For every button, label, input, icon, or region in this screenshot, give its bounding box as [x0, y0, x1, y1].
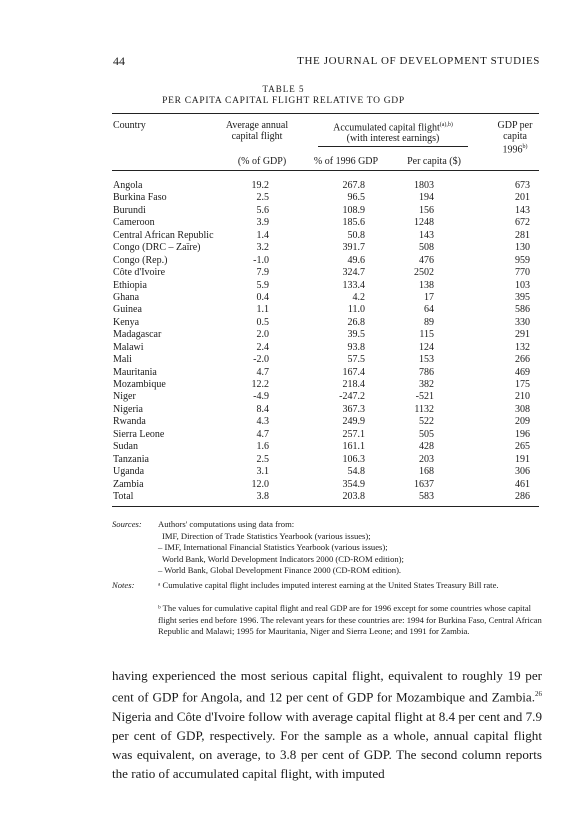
- sources-line1: Authors' computations using data from:: [158, 519, 295, 529]
- header-gdp-sup: b): [522, 144, 528, 150]
- cell-country: Mali: [113, 354, 132, 366]
- header-country: Country: [113, 120, 146, 131]
- cell-pct-of-gdp: 26.8: [347, 316, 365, 328]
- header-gdp-line1: GDP per: [497, 120, 533, 131]
- cell-gdp-per-capita: 143: [515, 204, 530, 216]
- cell-country: Madagascar: [113, 329, 162, 341]
- cell-avg-capital-flight: 1.4: [256, 229, 269, 241]
- table-top-rule: [112, 113, 539, 114]
- cell-avg-capital-flight: 3.1: [256, 466, 269, 478]
- cell-avg-capital-flight: 1.6: [256, 441, 269, 453]
- cell-per-capita: 168: [419, 466, 434, 478]
- cell-gdp-per-capita: 770: [515, 267, 530, 279]
- cell-gdp-per-capita: 130: [515, 242, 530, 254]
- cell-avg-capital-flight: 5.9: [256, 279, 269, 291]
- cell-avg-capital-flight: 19.2: [251, 180, 269, 191]
- cell-pct-of-gdp: 57.5: [347, 354, 365, 366]
- unit-pct-gdp: % of 1996 GDP: [313, 156, 379, 167]
- unit-avg: (% of GDP): [237, 156, 287, 167]
- table-row: [0, 466, 567, 478]
- cell-gdp-per-capita: 175: [515, 379, 530, 390]
- running-head: THE JOURNAL OF DEVELOPMENT STUDIES: [297, 55, 540, 67]
- cell-pct-of-gdp: 49.6: [347, 254, 365, 266]
- sources-line5: – World Bank, Global Development Finance 2000 (CD-ROM edition).: [158, 565, 402, 575]
- cell-pct-of-gdp: 354.9: [342, 478, 365, 490]
- cell-pct-of-gdp: 106.3: [342, 453, 365, 465]
- body-paragraph: [112, 666, 542, 784]
- cell-pct-of-gdp: -247.2: [339, 391, 365, 403]
- table-row: [0, 342, 567, 354]
- table-row: [0, 304, 567, 316]
- cell-pct-of-gdp: 267.8: [342, 180, 365, 191]
- cell-country: Nigeria: [113, 403, 143, 415]
- cell-country: Sudan: [113, 441, 138, 453]
- cell-country: Zambia: [113, 478, 144, 490]
- table-row: [0, 217, 567, 229]
- cell-avg-capital-flight: 12.0: [251, 478, 269, 490]
- cell-gdp-per-capita: 291: [515, 329, 530, 341]
- cell-per-capita: 153: [419, 354, 434, 366]
- table-row: [0, 180, 567, 192]
- cell-gdp-per-capita: 959: [515, 254, 530, 266]
- header-average-line2: capital flight: [231, 131, 283, 142]
- cell-pct-of-gdp: 108.9: [342, 204, 365, 216]
- cell-pct-of-gdp: 249.9: [342, 416, 365, 428]
- cell-country: Total: [113, 490, 134, 502]
- cell-avg-capital-flight: -4.9: [253, 391, 269, 403]
- sources-line3: – IMF, International Financial Statistics Yearbook (various issues);: [158, 542, 388, 552]
- table-row: [0, 479, 567, 491]
- table-bottom-rule: [112, 506, 539, 507]
- cell-avg-capital-flight: 1.1: [256, 304, 269, 316]
- cell-pct-of-gdp: 167.4: [342, 366, 365, 378]
- cell-avg-capital-flight: 3.2: [256, 242, 269, 254]
- table-row: [0, 416, 567, 428]
- cell-country: Guinea: [113, 304, 142, 316]
- cell-gdp-per-capita: 673: [515, 180, 530, 191]
- cell-country: Congo (DRC – Zaïre): [113, 242, 201, 254]
- cell-per-capita: 64: [424, 304, 434, 316]
- cell-country: Ghana: [113, 291, 140, 303]
- cell-gdp-per-capita: 196: [515, 428, 530, 440]
- cell-gdp-per-capita: 308: [515, 403, 530, 415]
- cell-per-capita: 522: [419, 416, 434, 428]
- cell-country: Cameroon: [113, 217, 155, 229]
- cell-per-capita: 476: [419, 254, 434, 266]
- cell-country: Uganda: [113, 466, 145, 478]
- table-row: [0, 454, 567, 466]
- header-average: [222, 120, 292, 142]
- cell-per-capita: 1248: [414, 217, 434, 229]
- cell-pct-of-gdp: 93.8: [347, 341, 365, 353]
- cell-avg-capital-flight: 4.3: [256, 416, 269, 428]
- table-row: [0, 292, 567, 304]
- table-row: [0, 379, 567, 391]
- cell-pct-of-gdp: 96.5: [347, 192, 365, 204]
- note-b: ᵇ The values for cumulative capital flight and real GDP are for 1996 except for some countries whose capital flight series end before 1996. The relevant years for these countries are: 1994 for Burkina Faso, Central African Republic and Malawi; 1995 for Mauritania, Niger and Sierra Leone; and 1991 for Zambia.: [158, 603, 542, 636]
- note-a: ᵃ Cumulative capital flight includes imputed interest earning at the United States Treasury Bill rate.: [158, 580, 499, 590]
- page-number: 44: [113, 54, 125, 68]
- cell-country: Central African Republic: [113, 229, 214, 241]
- cell-avg-capital-flight: 4.7: [256, 366, 269, 378]
- header-accumulated-sup: (a),b): [439, 122, 453, 128]
- cell-per-capita: 115: [419, 329, 434, 341]
- table-row: [0, 255, 567, 267]
- cell-gdp-per-capita: 281: [515, 229, 530, 241]
- cell-per-capita: 428: [419, 441, 434, 453]
- cell-gdp-per-capita: 395: [515, 291, 530, 303]
- cell-per-capita: 382: [419, 379, 434, 390]
- cell-per-capita: 138: [419, 279, 434, 291]
- table-row: [0, 280, 567, 292]
- cell-gdp-per-capita: 306: [515, 466, 530, 478]
- cell-pct-of-gdp: 391.7: [342, 242, 365, 254]
- body-text-part1: having experienced the most serious capital flight, equivalent to roughly 19 per cent of GDP for Angola, and 12 per cent of GDP for Mozambique and Zambia.: [112, 668, 542, 705]
- cell-pct-of-gdp: 39.5: [347, 329, 365, 341]
- cell-per-capita: 124: [419, 341, 434, 353]
- cell-per-capita: 583: [419, 490, 434, 502]
- cell-avg-capital-flight: 3.8: [256, 490, 269, 502]
- cell-country: Mozambique: [113, 379, 166, 390]
- cell-pct-of-gdp: 185.6: [342, 217, 365, 229]
- cell-avg-capital-flight: 2.4: [256, 341, 269, 353]
- cell-country: Burundi: [113, 204, 146, 216]
- cell-pct-of-gdp: 218.4: [342, 379, 365, 390]
- cell-per-capita: 1132: [414, 403, 434, 415]
- cell-avg-capital-flight: -1.0: [253, 254, 269, 266]
- body-text-part2: Nigeria and Côte d'Ivoire follow with average capital flight at 8.4 per cent and 7.9 per cent of GDP, respectively. For the sample as a whole, annual capital flight was equivalent, on average, to 3.8 per cent of GDP. The second column reports the ratio of accumulated capital flight, with imputed: [112, 708, 542, 782]
- cell-per-capita: -521: [415, 391, 434, 403]
- table-row: [0, 267, 567, 279]
- cell-country: Tanzania: [113, 453, 149, 465]
- cell-gdp-per-capita: 469: [515, 366, 530, 378]
- table-row: [0, 441, 567, 453]
- cell-gdp-per-capita: 132: [515, 341, 530, 353]
- table-row: [0, 242, 567, 254]
- header-bottom-rule: [112, 170, 539, 171]
- cell-country: Congo (Rep.): [113, 254, 168, 266]
- header-accumulated: [318, 120, 468, 144]
- cell-pct-of-gdp: 324.7: [342, 267, 365, 279]
- header-gdp-line2: capita: [503, 131, 527, 142]
- cell-country: Sierra Leone: [113, 428, 165, 440]
- accumulated-subrule: [318, 146, 468, 147]
- header-accumulated-line1: [318, 120, 468, 133]
- cell-gdp-per-capita: 209: [515, 416, 530, 428]
- cell-per-capita: 89: [424, 316, 434, 328]
- cell-avg-capital-flight: 0.4: [256, 291, 269, 303]
- cell-country: Niger: [113, 391, 136, 403]
- body-text: [112, 666, 542, 784]
- cell-per-capita: 505: [419, 428, 434, 440]
- footnote-ref: 26: [535, 690, 542, 699]
- cell-pct-of-gdp: 203.8: [342, 490, 365, 502]
- cell-avg-capital-flight: 12.2: [251, 379, 269, 390]
- cell-country: Malawi: [113, 341, 144, 353]
- cell-avg-capital-flight: -2.0: [253, 354, 269, 366]
- cell-avg-capital-flight: 2.5: [256, 453, 269, 465]
- cell-per-capita: 156: [419, 204, 434, 216]
- cell-per-capita: 17: [424, 291, 434, 303]
- sources-line4: World Bank, World Development Indicators 2000 (CD-ROM edition);: [162, 553, 404, 564]
- cell-country: Kenya: [113, 316, 140, 328]
- cell-avg-capital-flight: 8.4: [256, 403, 269, 415]
- cell-country: Ethiopia: [113, 279, 147, 291]
- sources-line2: IMF, Direction of Trade Statistics Yearbook (various issues);: [162, 530, 371, 541]
- table-row: [0, 317, 567, 329]
- cell-avg-capital-flight: 7.9: [256, 267, 269, 279]
- cell-avg-capital-flight: 4.7: [256, 428, 269, 440]
- table-row: [0, 491, 567, 503]
- header-gdp-line3: [490, 142, 540, 155]
- cell-country: Burkina Faso: [113, 192, 167, 204]
- unit-per-capita: Per capita ($): [407, 156, 461, 167]
- header-gdp-per-capita: [490, 120, 540, 155]
- cell-pct-of-gdp: 133.4: [342, 279, 365, 291]
- cell-gdp-per-capita: 201: [515, 192, 530, 204]
- cell-gdp-per-capita: 330: [515, 316, 530, 328]
- cell-avg-capital-flight: 2.5: [256, 192, 269, 204]
- cell-gdp-per-capita: 586: [515, 304, 530, 316]
- cell-country: Côte d'Ivoire: [113, 267, 166, 279]
- cell-pct-of-gdp: 50.8: [347, 229, 365, 241]
- table-row: [0, 429, 567, 441]
- cell-per-capita: 508: [419, 242, 434, 254]
- table-label: TABLE 5: [262, 84, 305, 94]
- table-title: PER CAPITA CAPITAL FLIGHT RELATIVE TO GDP: [162, 96, 405, 106]
- table-row: [0, 329, 567, 341]
- cell-per-capita: 2502: [414, 267, 434, 279]
- cell-gdp-per-capita: 191: [515, 453, 530, 465]
- cell-avg-capital-flight: 2.0: [256, 329, 269, 341]
- cell-per-capita: 786: [419, 366, 434, 378]
- cell-pct-of-gdp: 367.3: [342, 403, 365, 415]
- cell-country: Rwanda: [113, 416, 146, 428]
- table-row: [0, 367, 567, 379]
- table-body: [0, 180, 567, 503]
- cell-gdp-per-capita: 461: [515, 478, 530, 490]
- notes-label: Notes:: [112, 580, 135, 590]
- header-average-line1: Average annual: [225, 120, 289, 131]
- cell-per-capita: 203: [419, 453, 434, 465]
- table-row: [0, 192, 567, 204]
- sources-label: Sources:: [112, 519, 142, 529]
- table-row: [0, 230, 567, 242]
- table-row: [0, 205, 567, 217]
- cell-gdp-per-capita: 210: [515, 391, 530, 403]
- header-accumulated-text: Accumulated capital flight: [333, 122, 440, 134]
- cell-avg-capital-flight: 5.6: [256, 204, 269, 216]
- cell-per-capita: 1803: [414, 180, 434, 191]
- cell-gdp-per-capita: 103: [515, 279, 530, 291]
- table-row: [0, 404, 567, 416]
- cell-gdp-per-capita: 286: [515, 490, 530, 502]
- cell-gdp-per-capita: 672: [515, 217, 530, 229]
- cell-pct-of-gdp: 11.0: [347, 304, 365, 316]
- cell-avg-capital-flight: 0.5: [256, 316, 269, 328]
- table-row: [0, 354, 567, 366]
- cell-pct-of-gdp: 54.8: [347, 466, 365, 478]
- cell-per-capita: 1637: [414, 478, 434, 490]
- header-gdp-year: 1996: [502, 144, 523, 156]
- cell-pct-of-gdp: 161.1: [342, 441, 365, 453]
- cell-gdp-per-capita: 266: [515, 354, 530, 366]
- cell-country: Mauritania: [113, 366, 157, 378]
- cell-per-capita: 194: [419, 192, 434, 204]
- header-accumulated-line2: (with interest earnings): [346, 133, 440, 145]
- cell-avg-capital-flight: 3.9: [256, 217, 269, 229]
- cell-pct-of-gdp: 4.2: [352, 291, 365, 303]
- cell-per-capita: 143: [419, 229, 434, 241]
- cell-pct-of-gdp: 257.1: [342, 428, 365, 440]
- table-row: [0, 391, 567, 403]
- cell-gdp-per-capita: 265: [515, 441, 530, 453]
- cell-country: Angola: [113, 180, 143, 191]
